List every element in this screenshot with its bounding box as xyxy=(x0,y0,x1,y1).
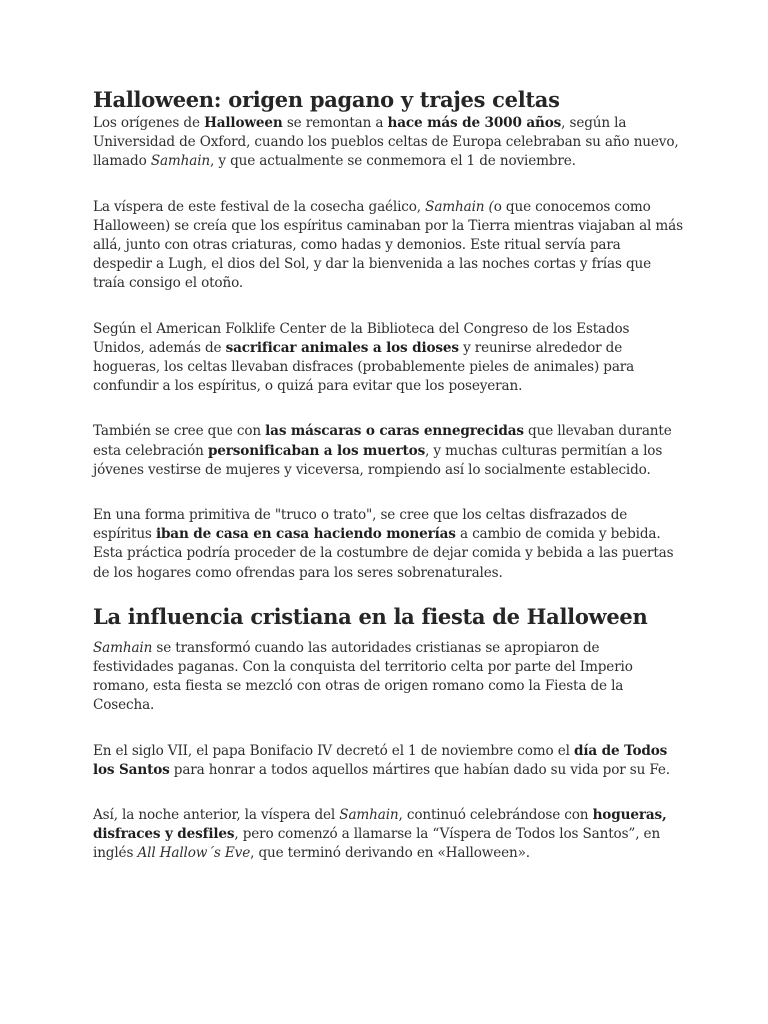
italic-samhain: Samhain xyxy=(150,153,211,170)
bold-halloween: Halloween xyxy=(204,115,283,131)
section-heading-influencia: La influencia cristiana en la fiesta de Halloween xyxy=(93,603,648,629)
paragraph-truco-trato: En una forma primitiva de "truco o trato", se cree que los celtas disfrazados de espíritus iban de casa en casa haciendo monerías a cambio de comida y bebida. Esta práctica podría proceder de la costumbre de dejar comida y bebida a las puertas de los hogares como ofrendas para los seres sobrenaturales. xyxy=(93,507,674,581)
bold-3000-anos: hace más de 3000 años xyxy=(387,115,562,131)
paragraph-origenes: Los orígenes de Halloween se remontan a hace más de 3000 años, según la Universidad de Oxford, cuando los pueblos celtas de Europa celebraban su año nuevo, llamado Samhain, y que actualmente se conmemora el 1 de noviembre. xyxy=(93,115,679,170)
paragraph-siglo-vii: En el siglo VII, el papa Bonifacio IV decretó el 1 de noviembre como el día de Todos los Santos para honrar a todos aquellos mártires que habían dado su vida por su Fe. xyxy=(93,742,670,778)
italic-samhain: Samhain ( xyxy=(425,198,494,215)
bold-personificaban: personificaban a los muertos xyxy=(207,442,426,459)
section-heading-origen: Halloween: origen pagano y trajes celtas xyxy=(93,87,560,112)
paragraph-folklife: Según el American Folklife Center de la Biblioteca del Congreso de los Estados Unidos, además de sacrificar animales a los dioses y reunirse alrededor de hogueras, los celtas llevaban disfraces (probablemente pieles de animales) para confundir a los espíritus, o quizá para evitar que los poseyeran. xyxy=(93,320,635,395)
italic-all-hallows-eve: All Hallow´s Eve xyxy=(137,845,251,862)
document-page xyxy=(93,86,683,864)
paragraph-mascaras: También se cree que con las máscaras o caras ennegrecidas que llevaban durante esta celebración personificaban a los muertos, y muchas culturas permitían a los jóvenes vestirse de mujeres y viceversa, rompiendo así lo socialmente establecido. xyxy=(93,423,672,478)
paragraph-vispera: La víspera de este festival de la cosecha gaélico, Samhain (o que conocemos como Halloween) se creía que los espíritus caminaban por la Tierra mientras viajaban al más allá, junto con otras criaturas, como hadas y demonios. Este ritual servía para despedir a Lugh, el dios del Sol, y dar la bienvenida a las noches cortas y frías que traía consigo el otoño. xyxy=(93,198,683,292)
bold-sacrificar: sacrificar animales a los dioses xyxy=(225,339,459,356)
paragraph-noche-anterior: Así, la noche anterior, la víspera del Samhain, continuó celebrándose con hogueras, disfraces y desfiles, pero comenzó a llamarse la “Víspera de Todos los Santos”, en inglés All Hallow´s Eve, que terminó derivando en «Halloween». xyxy=(93,807,667,862)
bold-hogueras: hogueras, disfraces y desfiles xyxy=(93,807,667,843)
paragraph-samhain-transformo: Samhain se transformó cuando las autoridades cristianas se apropiaron de festividades paganas. Con la conquista del territorio celta por parte del Imperio romano, esta fiesta se mezcló con otras de origen romano como la Fiesta de la Cosecha. xyxy=(93,639,633,714)
italic-samhain: Samhain xyxy=(339,807,399,824)
bold-dia-todos-santos: día de Todos los Santos xyxy=(93,742,668,778)
bold-iban-de-casa: iban de casa en casa haciendo monerías xyxy=(155,526,456,543)
bold-mascaras: las máscaras o caras ennegrecidas xyxy=(265,423,524,440)
italic-samhain: Samhain xyxy=(93,639,153,656)
